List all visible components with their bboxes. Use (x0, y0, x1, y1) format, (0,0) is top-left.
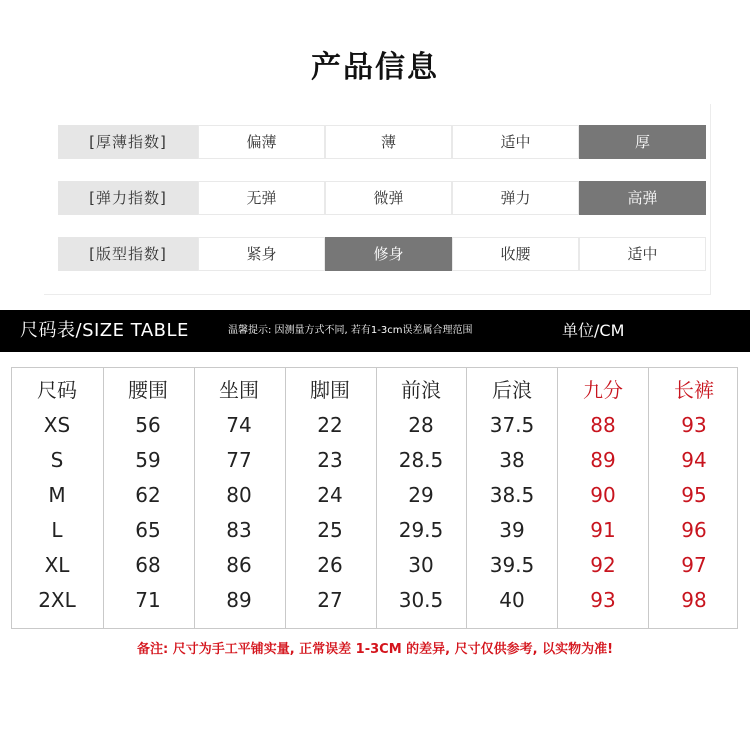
table-cell: 2XL (38, 588, 76, 612)
table-cell: 29 (408, 483, 434, 507)
table-cell: XL (44, 553, 70, 577)
attribute-option: 薄 (325, 125, 452, 159)
table-cell: 92 (590, 553, 616, 577)
attribute-option: 紧身 (198, 237, 325, 271)
table-cell: 27 (317, 588, 343, 612)
table-cell: 38.5 (489, 483, 535, 507)
table-cell: S (50, 448, 64, 472)
attribute-option: 收腰 (452, 237, 579, 271)
table-cell: 26 (317, 553, 343, 577)
table-cell: 96 (681, 518, 707, 542)
attribute-option: 适中 (579, 237, 706, 271)
table-cell: 65 (135, 518, 161, 542)
table-cell: 97 (681, 553, 707, 577)
table-cell: 93 (590, 588, 616, 612)
table-cell: 22 (317, 413, 343, 437)
attribute-option-selected: 厚 (579, 125, 706, 159)
table-cell: 95 (681, 483, 707, 507)
size-table (11, 367, 738, 629)
attribute-label: [弹力指数] (58, 181, 198, 215)
attribute-row-fit (58, 237, 706, 271)
table-cell: 39.5 (489, 553, 535, 577)
table-cell: 68 (135, 553, 161, 577)
table-cell: 83 (226, 518, 252, 542)
attribute-option: 适中 (452, 125, 579, 159)
attributes-panel (44, 104, 711, 295)
column-header: 坐围 (219, 378, 259, 402)
size-table-header-bar (0, 310, 750, 352)
table-cell: 80 (226, 483, 252, 507)
table-cell: 37.5 (489, 413, 535, 437)
table-cell: 56 (135, 413, 161, 437)
table-cell: 30 (408, 553, 434, 577)
table-cell: M (48, 483, 66, 507)
table-cell: 88 (590, 413, 616, 437)
column-header: 腰围 (128, 378, 168, 402)
footnote: 备注: 尺寸为手工平铺实量, 正常误差 1-3CM 的差异, 尺寸仅供参考, 以实物为准! (136, 642, 614, 657)
table-cell: 93 (681, 413, 707, 437)
page-title: 产品信息 (311, 50, 439, 85)
table-cell: 30.5 (398, 588, 444, 612)
attribute-option: 弹力 (452, 181, 579, 215)
unit-label: 单位/CM (562, 321, 625, 340)
table-cell: 40 (499, 588, 525, 612)
table-cell: XS (43, 413, 71, 437)
column-divider (557, 368, 558, 628)
attribute-option: 微弹 (325, 181, 452, 215)
attribute-label: [版型指数] (58, 237, 198, 271)
column-header: 后浪 (492, 378, 532, 402)
table-cell: L (51, 518, 63, 542)
column-header: 尺码 (37, 378, 77, 402)
table-cell: 24 (317, 483, 343, 507)
table-cell: 38 (499, 448, 525, 472)
table-cell: 77 (226, 448, 252, 472)
table-cell: 86 (226, 553, 252, 577)
table-cell: 89 (590, 448, 616, 472)
table-cell: 91 (590, 518, 616, 542)
table-cell: 94 (681, 448, 707, 472)
table-cell: 25 (317, 518, 343, 542)
attribute-row-thickness (58, 125, 706, 159)
table-cell: 59 (135, 448, 161, 472)
table-cell: 28.5 (398, 448, 444, 472)
measurement-notice: 温馨提示: 因测量方式不同, 若有1-3cm误差属合理范围 (228, 325, 473, 336)
table-cell: 39 (499, 518, 525, 542)
table-cell: 98 (681, 588, 707, 612)
attribute-option-selected: 高弹 (579, 181, 706, 215)
table-cell: 89 (226, 588, 252, 612)
table-cell: 71 (135, 588, 161, 612)
column-divider (648, 368, 649, 628)
table-cell: 74 (226, 413, 252, 437)
attribute-option: 偏薄 (198, 125, 325, 159)
table-cell: 23 (317, 448, 343, 472)
attribute-label: [厚薄指数] (58, 125, 198, 159)
attribute-option: 无弹 (198, 181, 325, 215)
table-cell: 90 (590, 483, 616, 507)
size-table-title: 尺码表/SIZE TABLE (20, 320, 189, 341)
table-cell: 29.5 (398, 518, 444, 542)
column-divider (466, 368, 467, 628)
table-cell: 28 (408, 413, 434, 437)
column-header: 长裤 (674, 378, 714, 402)
attribute-row-elasticity (58, 181, 706, 215)
column-header: 脚围 (310, 378, 350, 402)
table-cell: 62 (135, 483, 161, 507)
column-header: 前浪 (401, 378, 441, 402)
column-header: 九分 (583, 378, 623, 402)
attribute-option-selected: 修身 (325, 237, 452, 271)
